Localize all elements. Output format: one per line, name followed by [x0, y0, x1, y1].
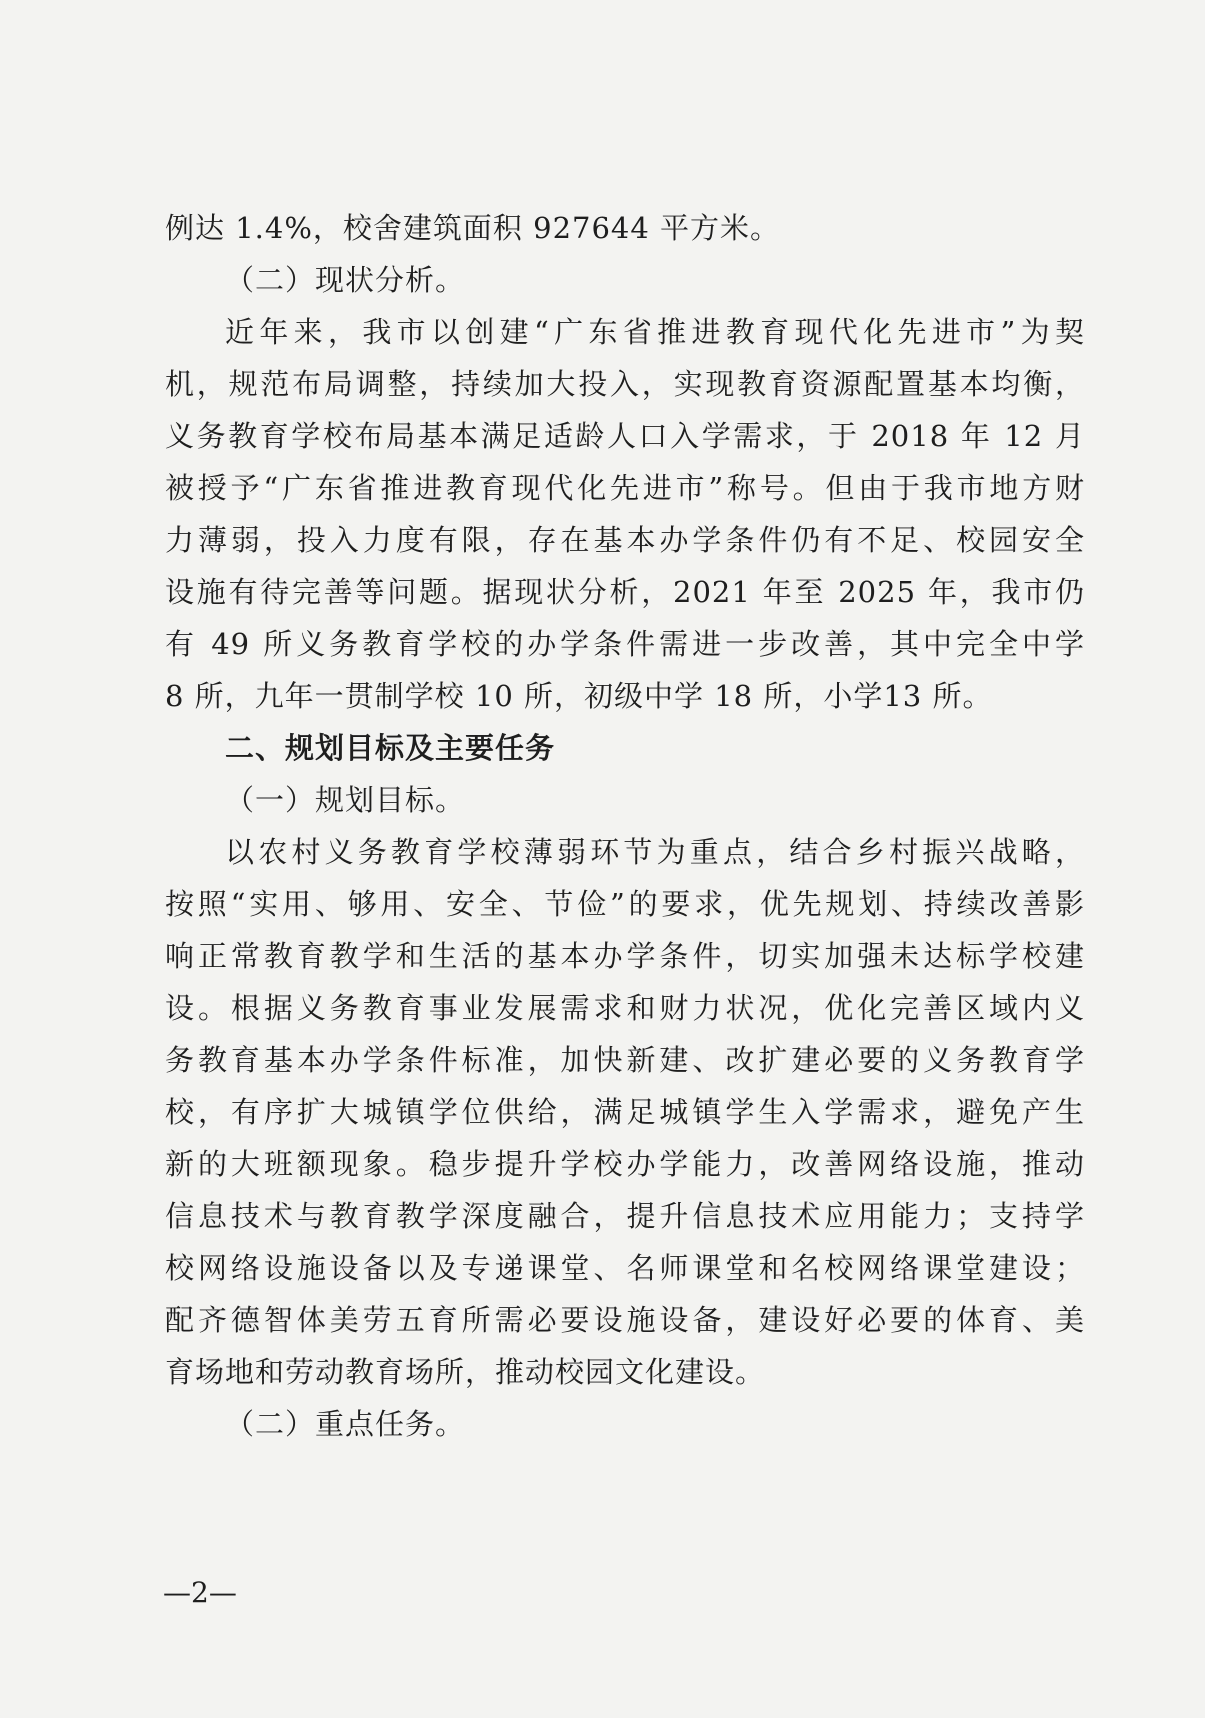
text-line: 育场地和劳动教育场所，推动校园文化建设。	[165, 1355, 766, 1389]
text-line: 响正常教育教学和生活的基本办学条件，切实加强未达标学校建	[165, 939, 1085, 973]
text-line: 校网络设施设备以及专递课堂、名师课堂和名校网络课堂建设；	[165, 1251, 1085, 1285]
text-line: 例达 1.4%，校舍建筑面积 927644 平方米。	[165, 211, 781, 245]
section-subheading: （二）现状分析。	[225, 263, 466, 297]
text-line: 8 所，九年一贯制学校 10 所，初级中学 18 所，小学13 所。	[165, 679, 993, 713]
section-subheading: （二）重点任务。	[225, 1407, 466, 1441]
text-line: 配齐德智体美劳五育所需必要设施设备，建设好必要的体育、美	[165, 1303, 1085, 1337]
text-line: 校，有序扩大城镇学位供给，满足城镇学生入学需求，避免产生	[165, 1095, 1085, 1129]
page-number: —2—	[163, 1576, 237, 1609]
text-line: 信息技术与教育教学深度融合，提升信息技术应用能力；支持学	[165, 1199, 1085, 1233]
text-line: 机，规范布局调整，持续加大投入，实现教育资源配置基本均衡，	[165, 367, 1085, 401]
text-line: 有 49 所义务教育学校的办学条件需进一步改善，其中完全中学	[165, 627, 1085, 661]
text-line: 设。根据义务教育事业发展需求和财力状况，优化完善区域内义	[165, 991, 1085, 1025]
text-line: 按照“实用、够用、安全、节俭”的要求，优先规划、持续改善影	[165, 887, 1085, 921]
text-line: 近年来，我市以创建“广东省推进教育现代化先进市”为契	[225, 315, 1085, 349]
text-line: 设施有待完善等问题。据现状分析，2021 年至 2025 年，我市仍	[165, 575, 1085, 609]
section-heading: 二、规划目标及主要任务	[225, 731, 556, 765]
text-line: 新的大班额现象。稳步提升学校办学能力，改善网络设施，推动	[165, 1147, 1085, 1181]
text-line: 义务教育学校布局基本满足适龄人口入学需求，于 2018 年 12 月	[165, 419, 1085, 453]
text-line: 被授予“广东省推进教育现代化先进市”称号。但由于我市地方财	[165, 471, 1085, 505]
text-line: 务教育基本办学条件标准，加快新建、改扩建必要的义务教育学	[165, 1043, 1085, 1077]
section-subheading: （一）规划目标。	[225, 783, 466, 817]
text-line: 力薄弱，投入力度有限，存在基本办学条件仍有不足、校园安全	[165, 523, 1085, 557]
text-line: 以农村义务教育学校薄弱环节为重点，结合乡村振兴战略，	[225, 835, 1085, 869]
